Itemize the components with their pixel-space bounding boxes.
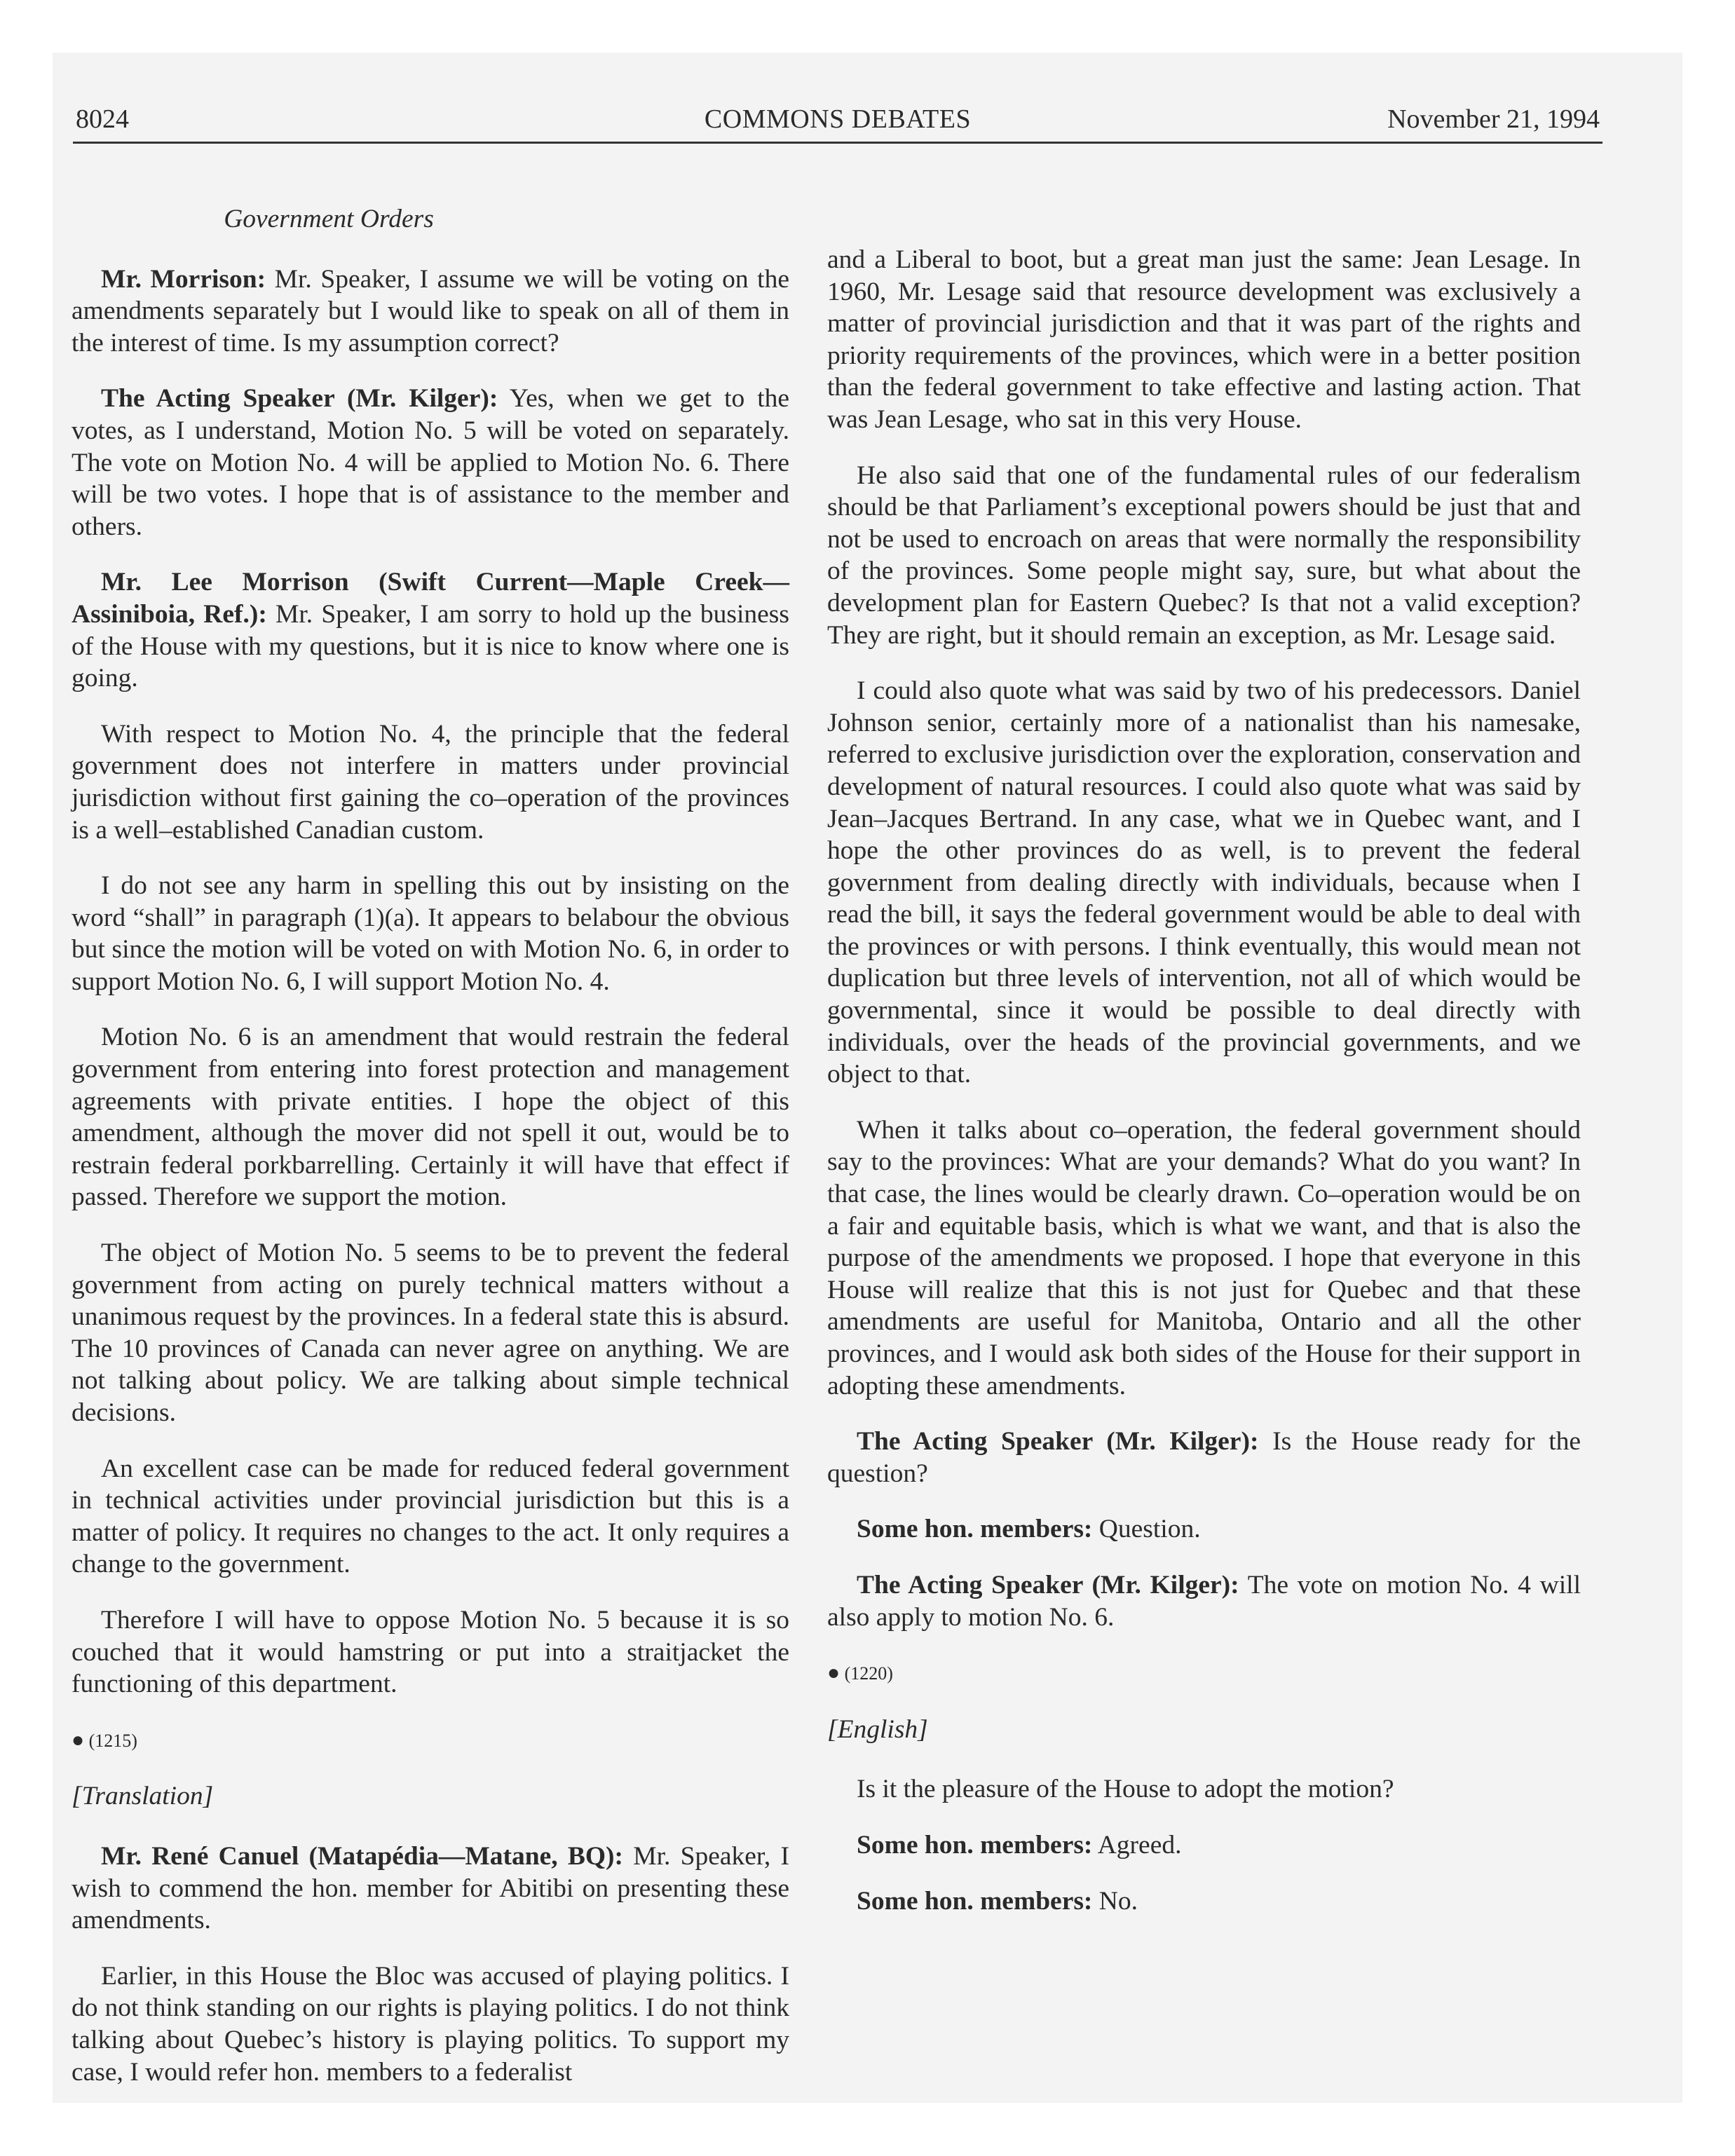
- speech-text: The vote on motion No. 4 will also apply to motion No. 6.: [827, 1570, 1581, 1632]
- speech-text: Question.: [1092, 1515, 1201, 1544]
- paragraph: With respect to Motion No. 4, the principle that the federal government does not interfere in matters under provincial jurisdiction without first gaining the co–operation of the provinces is a well–established Canadian custom.: [72, 719, 789, 845]
- speaker-name: Some hon. members:: [857, 1830, 1093, 1860]
- speaker-name: Mr. Lee Morrison (Swift Current—Maple Creek—Assiniboia, Ref.):: [72, 568, 789, 629]
- page-header: [73, 86, 1603, 144]
- paragraph: Is it the pleasure of the House to adopt the motion?: [857, 1775, 1394, 1804]
- speech-text: Is the House ready for the question?: [827, 1427, 1581, 1488]
- paragraph: [72, 1841, 789, 1937]
- speaker-name: The Acting Speaker (Mr. Kilger):: [857, 1570, 1239, 1599]
- speech-text: Agreed.: [1092, 1830, 1182, 1860]
- paragraph: [827, 1426, 1581, 1489]
- time-marker: [72, 1724, 789, 1757]
- time-marker-text: (1215): [88, 1730, 137, 1751]
- paragraph: and a Liberal to boot, but a great man just the same: Jean Lesage. In 1960, Mr. Lesage said that resource development was exclusively a matter of provincial jurisdiction and that it was part of the rights and priority requirements of the provinces, which were in a better position than the federal government to take effective and lasting action. That was Jean Lesage, who sat in this very House.: [827, 245, 1581, 434]
- speech-text: Yes, when we get to the votes, as I understand, Motion No. 5 will be voted on separately. The vote on Motion No. 4 will be applied to Motion No. 6. There will be two votes. I hope that is of assistance to the member and others.: [72, 384, 790, 541]
- paragraph: [827, 1829, 1581, 1862]
- paragraph: [72, 566, 789, 694]
- publication-title: COMMONS DEBATES: [704, 104, 972, 134]
- paragraph: [72, 264, 789, 360]
- publication-date: November 21, 1994: [1387, 104, 1600, 134]
- section-title: Government Orders: [224, 205, 434, 233]
- language-tag: [Translation]: [72, 1782, 214, 1811]
- time-marker: [827, 1657, 1581, 1690]
- speaker-name: The Acting Speaker (Mr. Kilger):: [101, 384, 498, 414]
- language-tag: [English]: [827, 1714, 928, 1744]
- left-column: [72, 203, 789, 2112]
- time-marker-text: (1220): [844, 1663, 893, 1684]
- bullet-icon: ●: [72, 1728, 85, 1752]
- speech-text: Mr. Speaker, I wish to commend the hon. member for Abitibi on presenting these amendments.: [72, 1841, 789, 1935]
- right-column: [827, 244, 1581, 1941]
- speaker-name: Some hon. members:: [857, 1886, 1093, 1916]
- paragraph: Motion No. 6 is an amendment that would restrain the federal government from entering into forest protection and management agreements with private entities. I hope the object of this amendment, although the mover did not spell it out, would be to restrain federal porkbarrelling. Certainly it will have that effect if passed. Therefore we support the motion.: [72, 1023, 789, 1212]
- speech-text: Mr. Speaker, I assume we will be voting on the amendments separately but I would like to speak on all of them in the interest of time. Is my assumption correct?: [72, 264, 789, 357]
- speaker-name: Mr. René Canuel (Matapédia—Matane, BQ):: [101, 1841, 624, 1871]
- paragraph: The object of Motion No. 5 seems to be to prevent the federal government from acting on purely technical matters without a unanimous request by the provinces. In a federal state this is absurd. The 10 provinces of Canada can never agree on anything. We are not talking about policy. We are talking about simple technical decisions.: [72, 1239, 789, 1427]
- paragraph: [827, 1513, 1581, 1546]
- bullet-icon: ●: [827, 1661, 841, 1685]
- paragraph: Therefore I will have to oppose Motion No. 5 because it is so couched that it would hamstring or put into a straitjacket the functioning of this department.: [72, 1605, 789, 1699]
- paragraph: [827, 1569, 1581, 1633]
- speaker-name: The Acting Speaker (Mr. Kilger):: [857, 1427, 1259, 1456]
- speech-text: No.: [1092, 1886, 1138, 1916]
- paragraph: He also said that one of the fundamental rules of our federalism should be that Parliament’s exceptional powers should be just that and not be used to encroach on areas that were normally the responsibility of the provinces. Some people might say, sure, but what about the development plan for Eastern Quebec? Is that not a valid exception? They are right, but it should remain an exception, as Mr. Lesage said.: [827, 460, 1581, 650]
- paragraph: [72, 383, 789, 543]
- paragraph: I could also quote what was said by two of his predecessors. Daniel Johnson senior, certainly more of a nationalist than his namesake, referred to exclusive jurisdiction over the exploration, conservation and development of natural resources. I could also quote what was said by Jean–Jacques Bertrand. In any case, what we in Quebec want, and I hope the other provinces do as well, is to prevent the federal government from dealing directly with individuals, because when I read the bill, it says the federal government would be able to deal with the provinces or with persons. I think eventually, this would mean not duplication but three levels of intervention, not all of which would be governmental, since it would be possible to deal directly with individuals, over the heads of the provincial governments, and we object to that.: [827, 676, 1581, 1089]
- speaker-name: Some hon. members:: [857, 1515, 1093, 1544]
- speaker-name: Mr. Morrison:: [101, 264, 266, 294]
- page-number: 8024: [76, 104, 129, 134]
- paragraph: When it talks about co–operation, the federal government should say to the provinces: What are your demands? What do you want? In that case, the lines would be clearly drawn. Co–operation would be on a fair and equitable basis, which is what we want, and that is also the purpose of the amendments we proposed. I hope that everyone in this House will realize that this is not just for Quebec and that these amendments are useful for Manitoba, Ontario and all the other provinces, and I would ask both sides of the House for their support in adopting these amendments.: [827, 1115, 1581, 1400]
- paragraph: [827, 1885, 1581, 1918]
- paragraph: Earlier, in this House the Bloc was accused of playing politics. I do not think standing on our rights is playing politics. I do not think talking about Quebec’s history is playing politics. To support my case, I would refer hon. members to a federalist: [72, 1961, 789, 2087]
- speech-text: Mr. Speaker, I am sorry to hold up the business of the House with my questions, but it is nice to know where one is going.: [72, 599, 789, 693]
- paragraph: I do not see any harm in spelling this out by insisting on the word “shall” in paragraph (1)(a). It appears to belabour the obvious but since the motion will be voted on with Motion No. 6, in order to support Motion No. 6, I will support Motion No. 4.: [72, 871, 789, 996]
- paragraph: An excellent case can be made for reduced federal government in technical activities under provincial jurisdiction but this is a matter of policy. It requires no changes to the act. It only requires a change to the government.: [72, 1454, 789, 1579]
